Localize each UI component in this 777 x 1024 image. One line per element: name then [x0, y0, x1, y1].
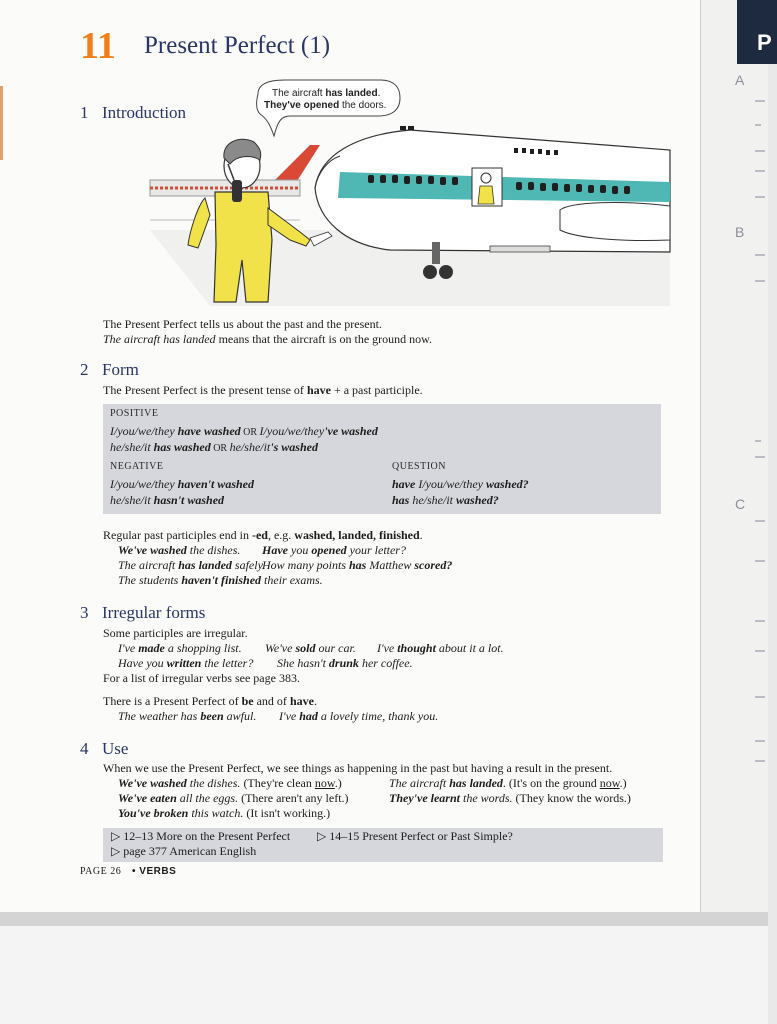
reference-link-page-377[interactable]: ▷ page 377 American English	[111, 844, 257, 858]
walkie-talkie-icon	[232, 180, 242, 202]
page-category: • VERBS	[132, 866, 177, 877]
use-example-left-1: We've washed the dishes. (They're clean now.)	[118, 776, 342, 790]
engine-icon	[560, 203, 670, 241]
section-3-title: Irregular forms	[102, 603, 206, 622]
section-1-title: Introduction	[102, 103, 187, 122]
section-2-title: Form	[102, 360, 139, 379]
form-example-1: We've washed the dishes.	[118, 543, 241, 557]
intro-line-2: The aircraft has landed means that the aircraft is on the ground now.	[103, 332, 433, 346]
speech-bubble-line-2: They've opened the doors.	[264, 100, 387, 111]
intro-line-1: The Present Perfect tells us about the past and the present.	[103, 317, 382, 331]
cross-reference-box	[103, 828, 663, 862]
wheel-icon	[439, 265, 453, 279]
regular-participles-note: Regular past participles end in -ed, e.g. washed, landed, finished.	[103, 528, 423, 542]
irregular-example-6: The weather has been awful.	[118, 709, 257, 723]
form-intro: The Present Perfect is the present tense of have + a past participle.	[103, 383, 423, 397]
page-shadow	[0, 912, 768, 926]
form-example-5: The students haven't finished their exams.	[118, 573, 323, 587]
question-row-1: have I/you/we/they washed?	[392, 477, 529, 491]
unit-title: Present Perfect (1)	[144, 32, 331, 59]
facing-page-letter-c: C	[735, 496, 746, 512]
form-example-3: The aircraft has landed safely.	[118, 558, 266, 572]
form-example-2: Have you opened your letter?	[262, 543, 406, 557]
irregular-list-note: For a list of irregular verbs see page 383.	[103, 671, 300, 685]
negative-row-2: he/she/it hasn't washed	[110, 493, 225, 507]
use-example-left-2: We've eaten all the eggs. (There aren't any left.)	[118, 791, 349, 805]
wheel-icon	[423, 265, 437, 279]
irregular-example-4: Have you written the letter?	[118, 656, 254, 670]
facing-page-letter-a: A	[735, 72, 745, 88]
irregular-example-2: We've sold our car.	[265, 641, 356, 655]
irregular-intro: Some participles are irregular.	[103, 626, 248, 640]
section-1-number: 1	[80, 103, 89, 122]
unit-number: 11	[80, 25, 116, 67]
positive-row-1: I/you/we/they have washed OR I/you/we/they've washed	[110, 424, 378, 438]
negative-label: NEGATIVE	[110, 461, 164, 472]
question-label: QUESTION	[392, 461, 446, 472]
airplane-illustration	[150, 80, 670, 306]
question-row-2: has he/she/it washed?	[392, 493, 499, 507]
reference-link-14-15[interactable]: ▷ 14–15 Present Perfect or Past Simple?	[317, 829, 513, 843]
page-number: PAGE 26	[80, 866, 122, 877]
use-example-left-3: You've broken this watch. (It isn't working.)	[118, 806, 331, 820]
speech-bubble-line-1: The aircraft has landed.	[272, 88, 381, 99]
positive-row-2: he/she/it has washed OR he/she/it's washed	[110, 440, 318, 454]
facing-page-header: P	[737, 0, 777, 64]
form-example-4: How many points has Matthew scored?	[262, 558, 453, 572]
irregular-example-1: I've made a shopping list.	[118, 641, 242, 655]
scan-background	[0, 926, 768, 1024]
irregular-example-3: I've thought about it a lot.	[377, 641, 504, 655]
reference-link-12-13[interactable]: ▷ 12–13 More on the Present Perfect	[111, 829, 291, 843]
section-2-number: 2	[80, 360, 89, 379]
facing-page-letter-b: B	[735, 224, 745, 240]
form-table	[103, 404, 661, 514]
be-have-note: There is a Present Perfect of be and of have.	[103, 694, 317, 708]
irregular-example-5: She hasn't drunk her coffee.	[277, 656, 413, 670]
irregular-example-7: I've had a lovely time, thank you.	[279, 709, 439, 723]
margin-accent-rule	[0, 86, 3, 160]
section-4-title: Use	[102, 739, 129, 758]
use-example-right-2: They've learnt the words. (They know the words.)	[389, 791, 631, 805]
use-example-right-1: The aircraft has landed. (It's on the ground now.)	[389, 776, 627, 790]
section-3-number: 3	[80, 603, 89, 622]
negative-row-1: I/you/we/they haven't washed	[110, 477, 254, 491]
positive-label: POSITIVE	[110, 408, 159, 419]
use-intro: When we use the Present Perfect, we see things as happening in the past but having a result in the present.	[103, 761, 613, 775]
facing-page-edge	[700, 0, 772, 912]
section-4-number: 4	[80, 739, 89, 758]
